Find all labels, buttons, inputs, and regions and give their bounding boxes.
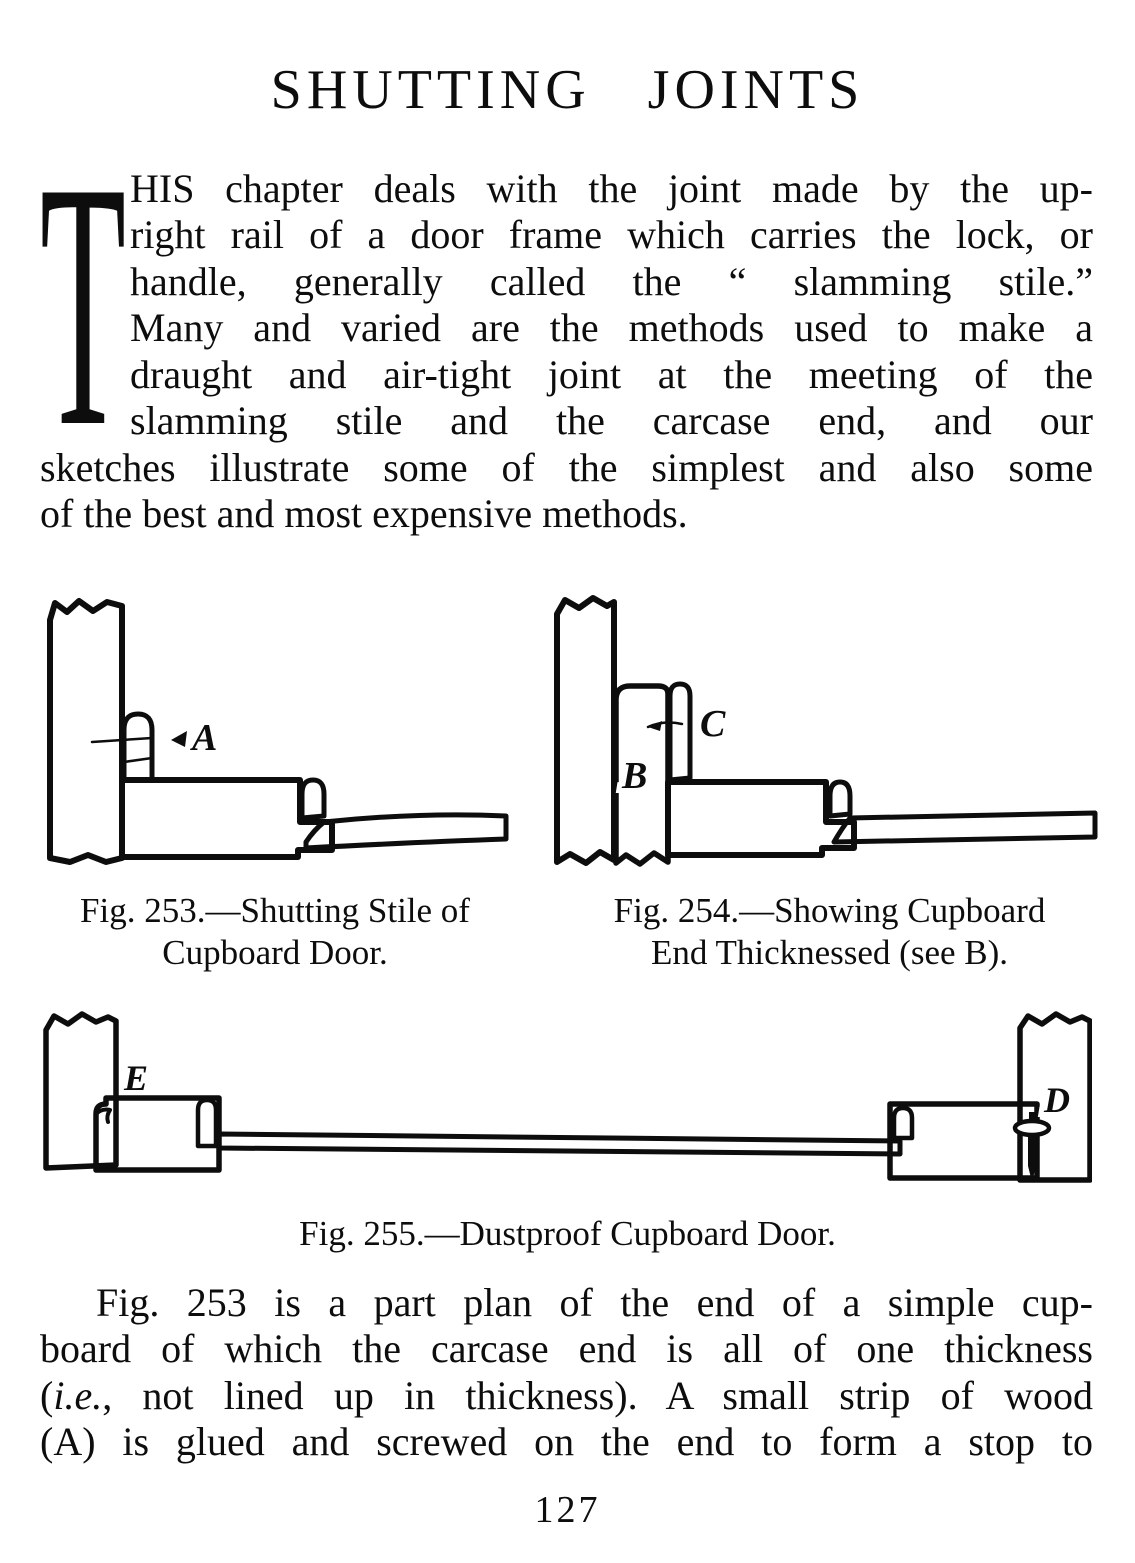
fig253-caption [40, 890, 510, 974]
fig255-caption: Fig. 255.—Dustproof Cupboard Door. [299, 1213, 836, 1253]
caption-row [40, 890, 1135, 974]
intro-line: HIS chapter deals with the joint made by the up- [130, 165, 1093, 211]
fig255-drawing [42, 1008, 1092, 1198]
fig253-strip-a [124, 714, 152, 780]
body-line: (A) is glued and screwed on the end to form a stop to [40, 1419, 1093, 1465]
intro-line: slamming stile and the carcase end, and our [130, 398, 1093, 444]
fig254-bead [830, 782, 850, 816]
body-line: board of which the carcase end is all of one thickness [40, 1326, 1093, 1372]
fig253-panel [306, 814, 506, 847]
drop-cap: T [40, 109, 127, 500]
intro-line: sketches illustrate some of the simplest and also some [40, 444, 1093, 490]
body-paragraph [40, 1280, 1093, 1466]
intro-paragraph [40, 109, 1093, 538]
figure-253 [40, 590, 510, 875]
fig255-left-strip [198, 1100, 216, 1146]
intro-line: right rail of a door frame which carries the lock, or [130, 212, 1093, 258]
figure-254 [552, 590, 1107, 880]
fig255-label-d: D [1044, 1079, 1070, 1120]
intro-line: draught and air-tight joint at the meeting of the [130, 351, 1093, 397]
page-title: SHUTTING JOINTS [270, 59, 865, 121]
fig253-caption-line1: Fig. 253.—Shutting Stile of [80, 890, 470, 930]
fig254-strip-c [670, 684, 690, 780]
fig255-left-board [46, 1014, 116, 1168]
fig254-door-stile [668, 782, 854, 855]
fig254-drawing [552, 590, 1107, 880]
intro-line: of the best and most expensive methods. [40, 491, 688, 537]
fig254-carcase-end [557, 598, 614, 863]
fig253-carcase-end [50, 601, 122, 862]
fig254-label-b: B [622, 754, 648, 797]
fig255-label-e: E [124, 1057, 149, 1098]
fig254-panel [834, 813, 1095, 842]
fig253-drawing [40, 590, 510, 875]
fig253-strip-a-tick [124, 758, 152, 762]
intro-line: Many and varied are the methods used to make a [130, 305, 1093, 351]
fig253-caption-line2: Cupboard Door. [162, 932, 388, 972]
body-line3-prefix: ( [40, 1372, 54, 1418]
fig253-bead [302, 780, 324, 818]
fig254-caption-line1: Fig. 254.—Showing Cupboard [613, 890, 1046, 930]
fig254-label-c: C [700, 702, 726, 745]
body-line3-rest: , not lined up in thickness). A small strip of wood [102, 1372, 1093, 1418]
fig255-panel [219, 1134, 900, 1154]
fig255-catch-bar [1015, 1121, 1049, 1135]
figure-row [40, 590, 1135, 880]
fig254-caption-line2: End Thicknessed (see B). [650, 932, 1009, 972]
body-line: Fig. 253 is a part plan of the end of a simple cup- [96, 1279, 1093, 1325]
page-number: 127 [534, 1488, 601, 1531]
fig253-label-pointer [171, 731, 187, 747]
figure-255 [42, 1008, 1135, 1198]
body-line3-italic: i.e. [53, 1372, 103, 1418]
fig255-right-strip [894, 1108, 912, 1138]
intro-line: handle, generally called the “ slamming stile.” [130, 258, 1093, 304]
fig253-label-a: A [192, 716, 218, 759]
fig254-caption [552, 890, 1107, 974]
body-line [40, 1373, 1093, 1420]
